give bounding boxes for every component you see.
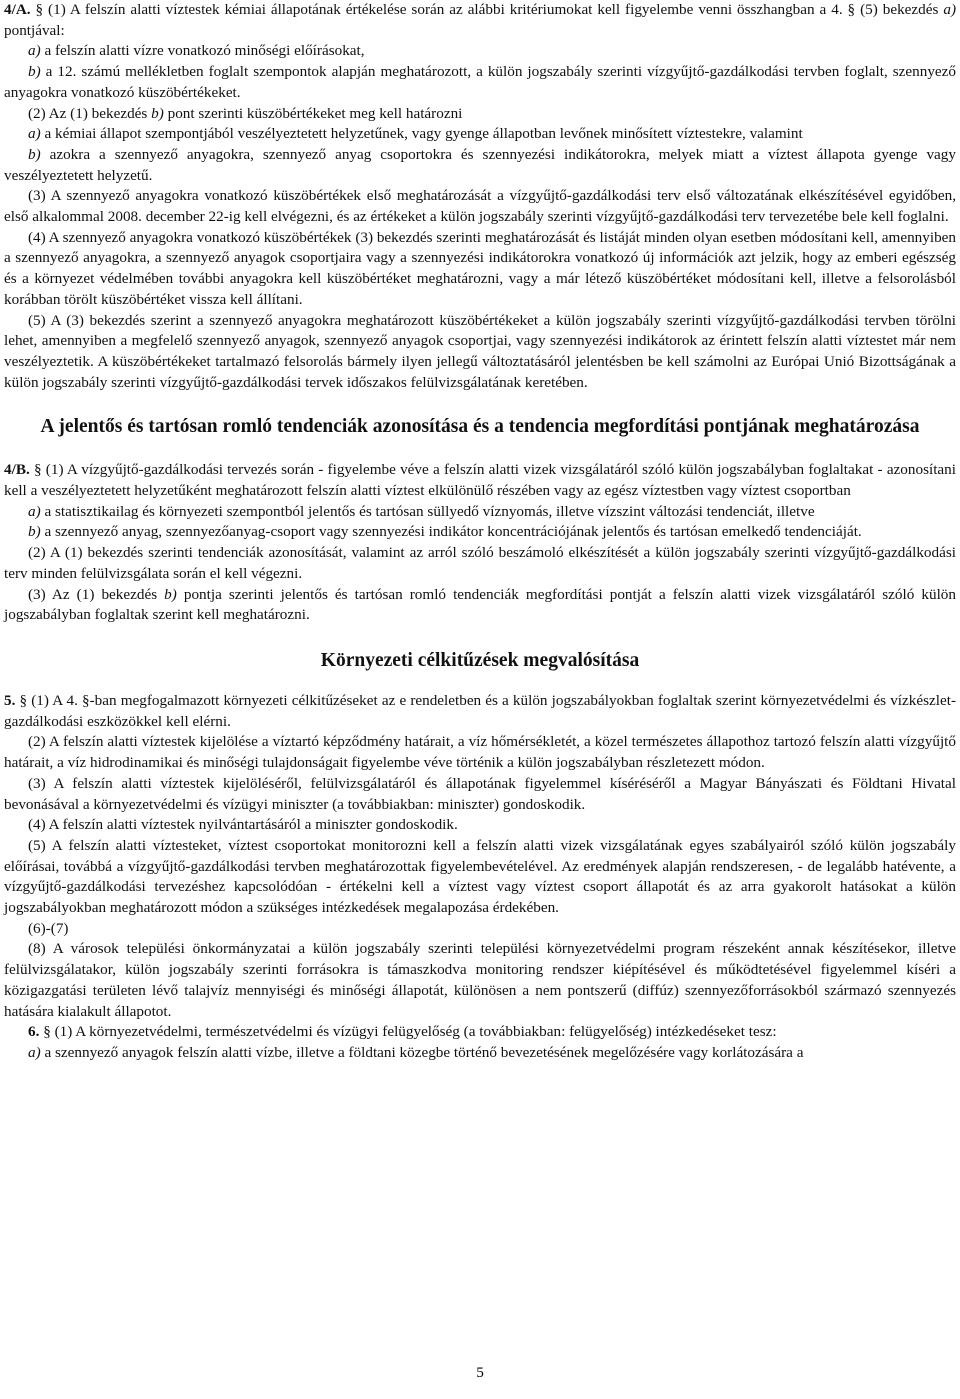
section-4a-paragraph-1: 4/A. § (1) A felszín alatti víztestek kémiai állapotának értékelése során az alábbi kritériumokat kell figyelembe venni összhangban a 4. § (5) bekezdés a) pontjával:: [4, 1, 956, 39]
section-5-paragraph-3: (3) A felszín alatti víztestek kijelöléséről, felülvizsgálatáról és állapotának figyelemmel kíséréséről a Magyar Bányászati és Földtani Hivatal bevonásával a környezetvédelmi és vízügyi miniszter (a továbbiakban: miniszter) gondoskodik.: [4, 774, 956, 813]
heading-environmental-objectives: Környezeti célkitűzések megvalósítása: [320, 649, 640, 671]
section-5-paragraph-8: (8) A városok települési önkormányzatai a külön jogszabály szerinti települési környezetvédelmi program részeként annak készítésekor, illetve felülvizsgálatakor, külön jogszabály szerinti forrásokra is támaszkodva monitoring rendszer kiépítésével és működtetésével figyelemmel kíséri a közigazgatási területen lévő talajvíz mennyiségi és minőségi állapotát, különösen a nem pontszerű (diffúz) szennyezőforrásokból származó szennyezés hatására kialakult állapotot.: [4, 940, 956, 1020]
heading-trends: A jelentős és tartósan romló tendenciák azonosítása és a tendencia megfordítási pontjának meghatározása: [40, 416, 920, 438]
section-4a-point-a: a) a felszín alatti vízre vonatkozó minőségi előírásokat,: [28, 42, 365, 60]
section-6-number: 6.: [28, 1023, 40, 1041]
section-4b-paragraph-2: (2) A (1) bekezdés szerinti tendenciák azonosítását, valamint az arról szóló beszámoló elkészítését a külön jogszabály szerinti vízgyűjtő-gazdálkodási terv minden felülvizsgálata során el kell végezni.: [4, 544, 956, 582]
section-4b-paragraph-1: 4/B. § (1) A vízgyűjtő-gazdálkodási tervezés során - figyelembe véve a felszín alatti vizek vizsgálatáról szóló külön jogszabályban foglaltakat - azonosítani kell a veszélyeztetett helyzetűként meghatározott felszín alatti víztest elkülönülő részében vagy az egész víztestben vagy víztest csoportban: [4, 461, 956, 500]
section-4b-number: 4/B.: [4, 461, 30, 479]
section-4a-paragraph-3: (3) A szennyező anyagokra vonatkozó küszöbértékek első meghatározását a vízgyűjtő-gazdálkodási terv első változatának elkészítésével egyidőben, első alkalommal 2008. december 22-ig kell elvégezni, és az értékeket a külön jogszabály szerinti vízgyűjtő-gazdálkodási terv tervezetébe bele kell foglalni.: [4, 187, 956, 226]
section-4b-point-b: b) a szennyező anyag, szennyezőanyag-csoport vagy szennyezési indikátor koncentrációjának jelentős és tartósan emelkedő tendenciáját.: [28, 523, 862, 541]
section-4a-paragraph-4: (4) A szennyező anyagokra vonatkozó küszöbértékek (3) bekezdés szerinti meghatározását és listáját minden olyan esetben módosítani kell, amennyiben a szennyező anyagokra, a szennyező anyagok csoportjaira vagy a szennyezési indikátorokra vonatkozó új információk azt jelzik, hogy az emberi egészség és a környezet védelmében további anyagokra kell küszöbértéket meghatározni, vagy a már létező küszöbértéket módosítani kell, illetve a felsorolásból korábban törölt küszöbértéket vissza kell állítani.: [4, 228, 956, 308]
page-number: 5: [476, 1364, 484, 1381]
section-4b-paragraph-3: (3) Az (1) bekezdés b) pontja szerinti jelentős és tartósan romló tendenciák megfordítási pontját a felszín alatti vizek vizsgálatáról szóló külön jogszabályban foglaltak szerint kell meghatározni.: [4, 585, 956, 624]
section-4a-paragraph-2-point-b: b) azokra a szennyező anyagokra, szennyező anyag csoportokra és szennyezési indikátorokra, melyek miatt a víztest állapota gyenge vagy veszélyeztetett helyzetű.: [4, 145, 956, 184]
section-5-paragraph-6-7: (6)-(7): [28, 919, 69, 937]
section-4a-paragraph-2-point-a: a) a kémiai állapot szempontjából veszélyeztetett helyzetűnek, vagy gyenge állapotban levőnek minősített víztestekre, valamint: [28, 125, 803, 143]
section-5-paragraph-1: 5. § (1) A 4. §-ban megfogalmazott környezeti célkitűzéseket az e rendeletben és a külön jogszabályokban foglaltak szerint környezetvédelmi és vízkészlet-gazdálkodási eszközökkel kell elérni.: [4, 691, 956, 730]
section-4b-point-a: a) a statisztikailag és környezeti szempontból jelentős és tartósan süllyedő víznyomás, illetve vízszint változási tendenciát, illetve: [28, 502, 815, 520]
section-4a-paragraph-2: (2) Az (1) bekezdés b) pont szerinti küszöbértékeket meg kell határozni: [28, 104, 463, 122]
section-5-paragraph-5: (5) A felszín alatti víztesteket, víztest csoportokat monitorozni kell a felszín alatti vizek vizsgálatának egyes szabályairól szóló külön jogszabály előírásai, továbbá a vízgyűjtő-gazdálkodási tervben meghatározottak figyelembevételével. Az eredmények alapján rendszeresen, - de legalább hatévente, a vízgyűjtő-gazdálkodási tervezéshez kapcsolódóan - értékelni kell a víztest vagy víztest csoport állapotát és az arra gyakorolt hatásokat a külön jogszabályokban meghatározott módon a szükséges intézkedések megalapozása érdekében.: [4, 836, 956, 917]
section-5-paragraph-2: (2) A felszín alatti víztestek kijelölése a víztartó képződmény határait, a víz hőmérsékletét, a közel természetes állapothoz tartozó felszín alatti vízgyűjtő határait, a víz hidrodinamikai és minőségi tulajdonságait figyelembe véve történik a külön jogszabályban részletezett módon.: [4, 733, 956, 772]
section-5-number: 5.: [4, 691, 16, 709]
section-4a-paragraph-5: (5) A (3) bekezdés szerint a szennyező anyagokra meghatározott küszöbértékeket a külön jogszabály szerinti vízgyűjtő-gazdálkodási tervben törölni lehet, amennyiben a megfelelő szennyező anyagok, szennyező anyagok csoportjai, vagy szennyezési indikátorok az érintett felszín alatti víztestet már nem veszélyeztetik. A küszöbértékeket tartalmazó felsorolás bármely ilyen jellegű változtatásáról jelentésben be kell számolni az Európai Unió Bizottságának a külön jogszabály szerinti vízgyűjtő-gazdálkodási tervek időszakos felülvizsgálatának keretében.: [4, 311, 956, 391]
section-6-paragraph-1: 6. § (1) A környezetvédelmi, természetvédelmi és vízügyi felügyelőség (a továbbiakban: felügyelőség) intézkedéseket tesz:: [28, 1023, 777, 1041]
section-4a-point-b: b) a 12. számú mellékletben foglalt szempontok alapján meghatározott, a külön jogszabály szerinti vízgyűjtő-gazdálkodási tervben foglalt, szennyező anyagokra vonatkozó küszöbértékeket.: [4, 63, 956, 101]
section-5-paragraph-4: (4) A felszín alatti víztestek nyilvántartásáról a miniszter gondoskodik.: [28, 816, 458, 834]
section-4a-number: 4/A.: [4, 1, 31, 18]
section-6-point-a: a) a szennyező anyagok felszín alatti vízbe, illetve a földtani közegbe történő bevezetésének megelőzésére vagy korlátozására a: [28, 1043, 804, 1061]
document-page: [4, 0, 956, 1399]
